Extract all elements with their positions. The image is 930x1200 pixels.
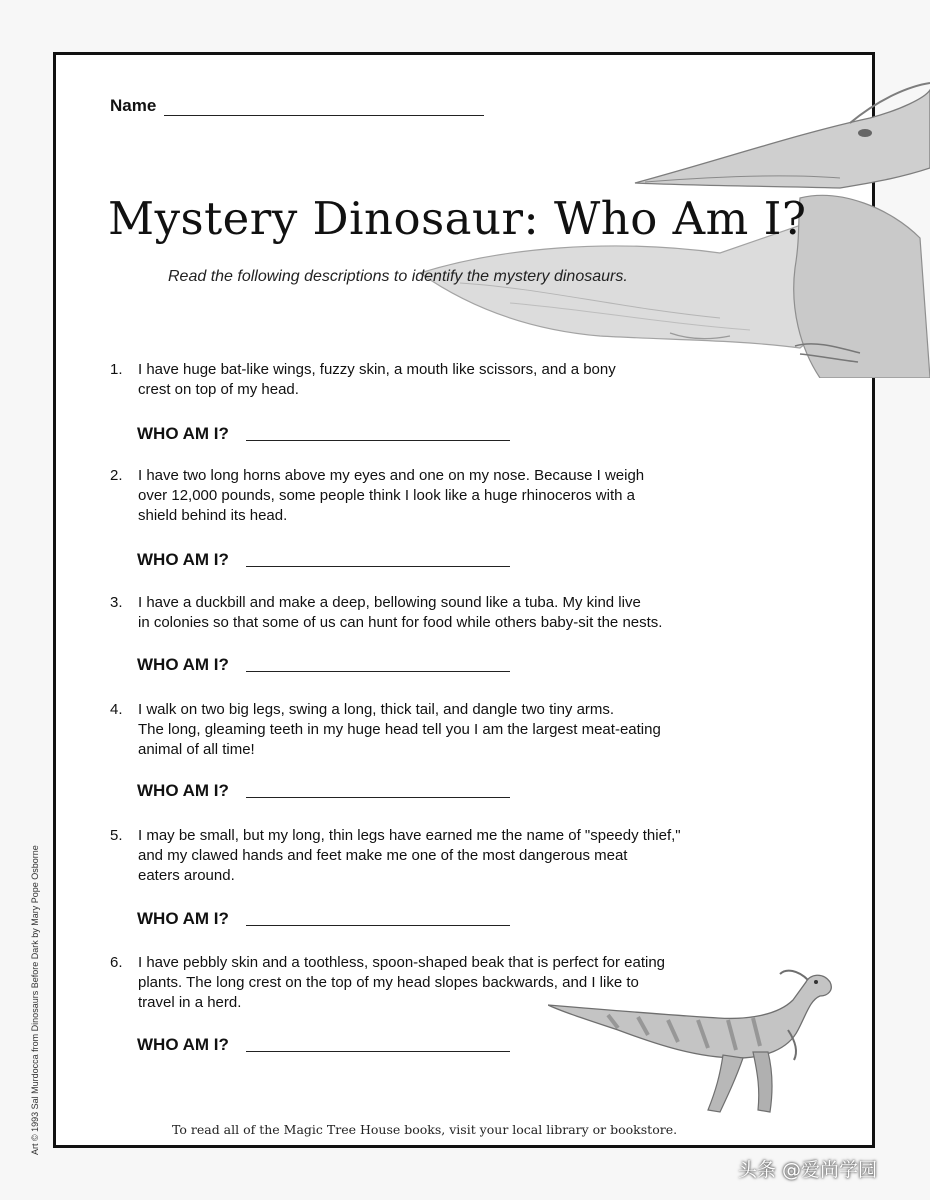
name-answer-line[interactable]: [164, 115, 484, 116]
who-am-i-label: WHO AM I?: [137, 1035, 229, 1054]
answer-line-4[interactable]: [246, 797, 510, 798]
question-number: 3.: [110, 594, 123, 611]
who-am-i-label: WHO AM I?: [137, 909, 229, 928]
question-text: I have pebbly skin and a toothless, spoon-shaped beak that is perfect for eating plants. The long crest on the top of my head slopes backwards, and I like to travel in a herd.: [138, 954, 666, 1011]
answer-line-6[interactable]: [246, 1051, 510, 1052]
question-text: I walk on two big legs, swing a long, thick tail, and dangle two tiny arms. The long, gleaming teeth in my huge head tell you I am the largest meat-eating animal of all time!: [138, 701, 661, 758]
question-number: 6.: [110, 954, 123, 971]
question-text: I have huge bat-like wings, fuzzy skin, a mouth like scissors, and a bony crest on top of my head.: [138, 361, 616, 398]
question-number: 4.: [110, 701, 123, 718]
footer-note: To read all of the Magic Tree House books, visit your local library or bookstore.: [172, 1122, 678, 1137]
answer-line-3[interactable]: [246, 671, 510, 672]
question-text: I have two long horns above my eyes and one on my nose. Because I weigh over 12,000 pounds, some people think I look like a huge rhinoceros with a shield behind its head.: [138, 467, 645, 524]
who-am-i-label: WHO AM I?: [137, 550, 229, 569]
side-credit: Art © 1993 Sal Murdocca from Dinosaurs Before Dark by Mary Pope Osborne: [30, 845, 40, 1155]
answer-line-5[interactable]: [246, 925, 510, 926]
who-am-i-label: WHO AM I?: [137, 655, 229, 674]
worksheet-title: Mystery Dinosaur: Who Am I?: [108, 192, 807, 245]
who-am-i-label: WHO AM I?: [137, 781, 229, 800]
answer-line-2[interactable]: [246, 566, 510, 567]
question-number: 2.: [110, 467, 123, 484]
who-am-i-label: WHO AM I?: [137, 424, 229, 443]
question-number: 1.: [110, 361, 123, 378]
question-text: I have a duckbill and make a deep, bellowing sound like a tuba. My kind live in colonies so that some of us can hunt for food while others baby-sit the nests.: [138, 594, 663, 631]
question-number: 5.: [110, 827, 123, 844]
name-label: Name: [110, 96, 157, 115]
watermark: 头条 @爱尚学园: [738, 1159, 878, 1181]
worksheet-instructions: Read the following descriptions to identify the mystery dinosaurs.: [168, 268, 628, 285]
question-text: I may be small, but my long, thin legs have earned me the name of "speedy thief," and my clawed hands and feet make me one of the most dangerous meat eaters around.: [138, 827, 681, 884]
answer-line-1[interactable]: [246, 440, 510, 441]
